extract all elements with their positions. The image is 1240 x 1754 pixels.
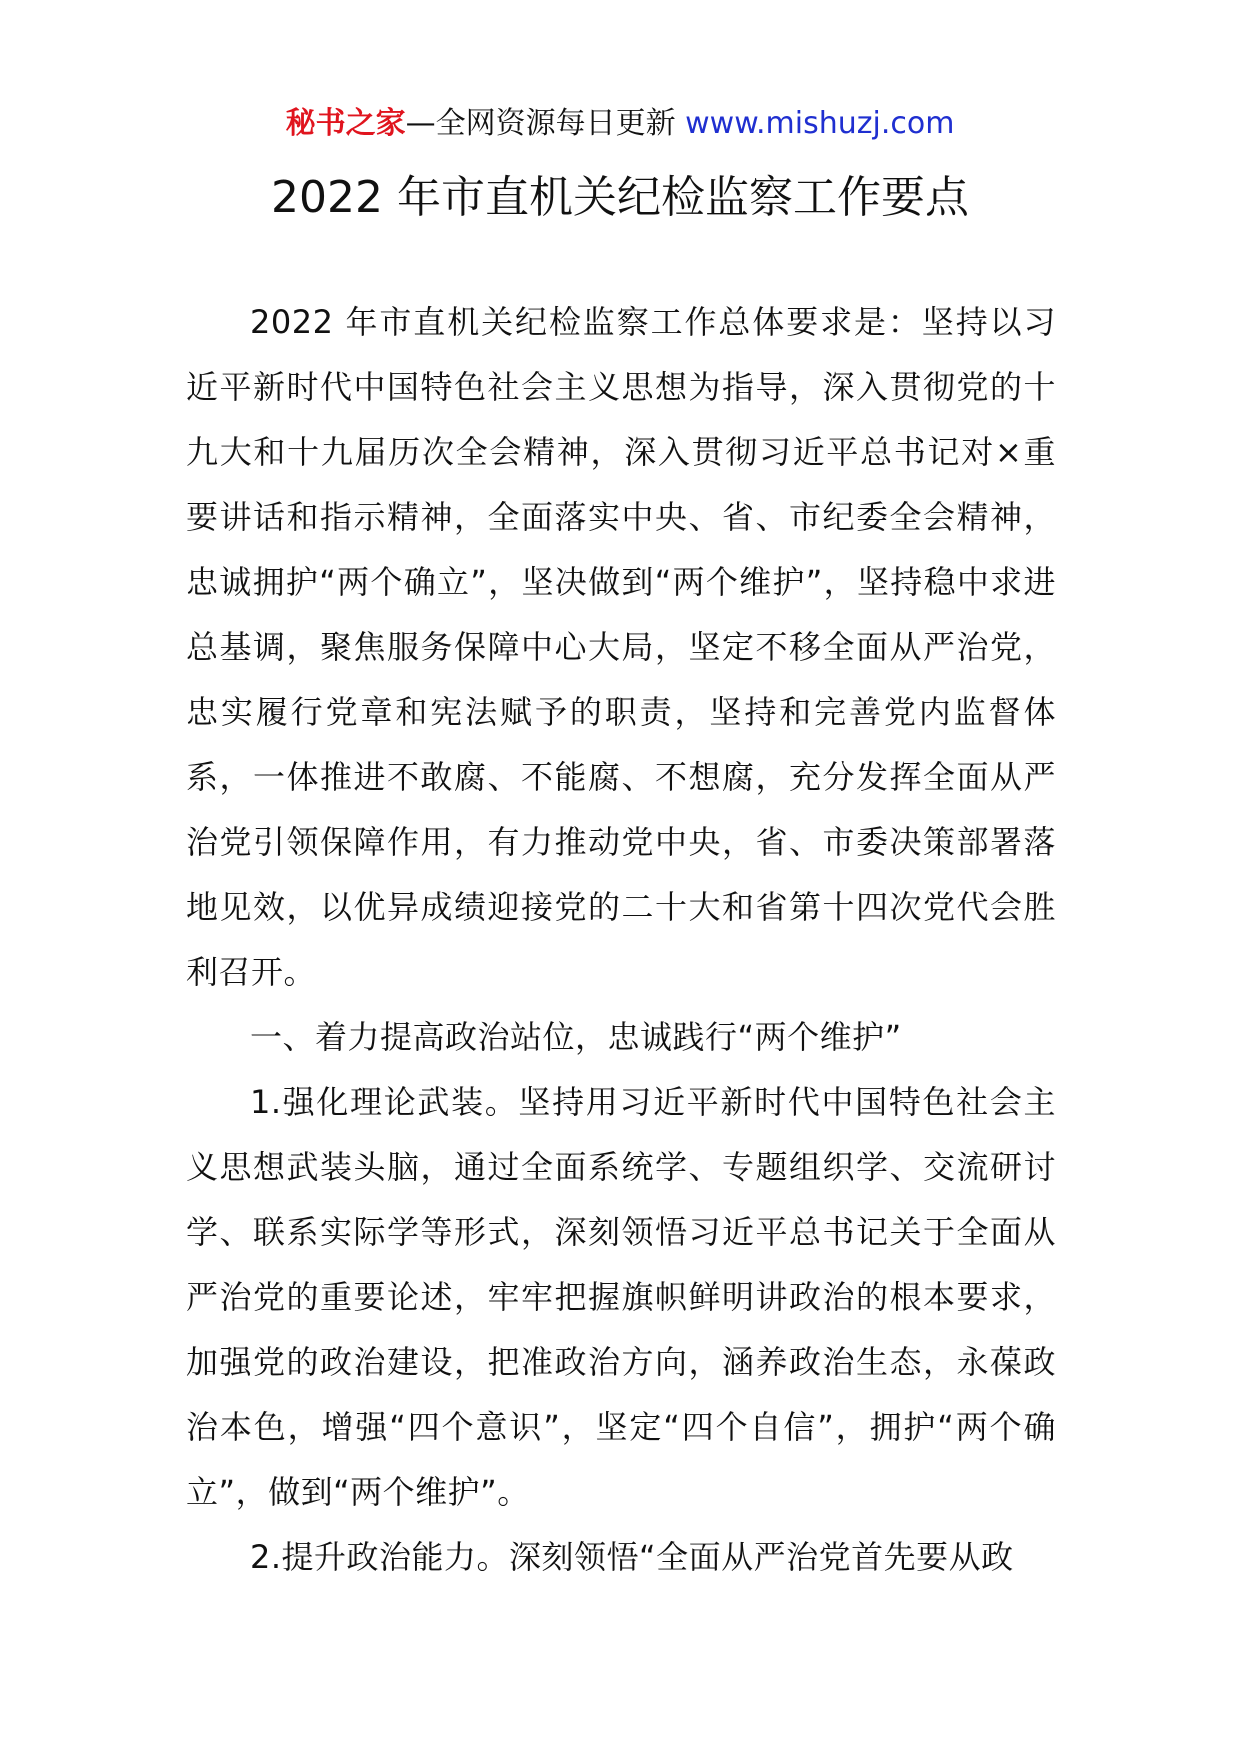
document-title: 2022 年市直机关纪检监察工作要点 xyxy=(271,172,969,223)
site-url-link[interactable]: www.mishuzj.com xyxy=(685,106,955,141)
section-heading-1: 一、着力提高政治站位，忠诚践行“两个维护” xyxy=(250,1018,902,1056)
site-banner xyxy=(0,104,1240,144)
site-tagline: —全网资源每日更新 xyxy=(405,106,686,141)
paragraph-intro: 2022 年市直机关纪检监察工作总体要求是：坚持以习近平新时代中国特色社会主义思想为指导，深入贯彻党的十九大和十九届历次全会精神，深入贯彻习近平总书记对×重要讲话和指示精神，全面落实中央、省、市纪委全会精神，忠诚拥护“两个确立”，坚决做到“两个维护”，坚持稳中求进总基调，聚焦服务保障中心大局，坚定不移全面从严治党，忠实履行党章和宪法赋予的职责，坚持和完善党内监督体系，一体推进不敢腐、不能腐、不想腐，充分发挥全面从严治党引领保障作用，有力推动党中央，省、市委决策部署落地见效，以优异成绩迎接党的二十大和省第十四次党代会胜利召开。 xyxy=(186,303,1056,991)
paragraph-item-1: 1.强化理论武装。坚持用习近平新时代中国特色社会主义思想武装头脑，通过全面系统学、专题组织学、交流研讨学、联系实际学等形式，深刻领悟习近平总书记关于全面从严治党的重要论述，牢牢把握旗帜鲜明讲政治的根本要求，加强党的政治建设，把准政治方向，涵养政治生态，永葆政治本色，增强“四个意识”，坚定“四个自信”，拥护“两个确立”，做到“两个维护”。 xyxy=(186,1083,1056,1511)
site-brand: 秘书之家 xyxy=(285,106,406,141)
paragraph-item-2: 2.提升政治能力。深刻领悟“全面从严治党首先要从政 xyxy=(250,1538,1014,1576)
document-body xyxy=(186,290,1056,1590)
